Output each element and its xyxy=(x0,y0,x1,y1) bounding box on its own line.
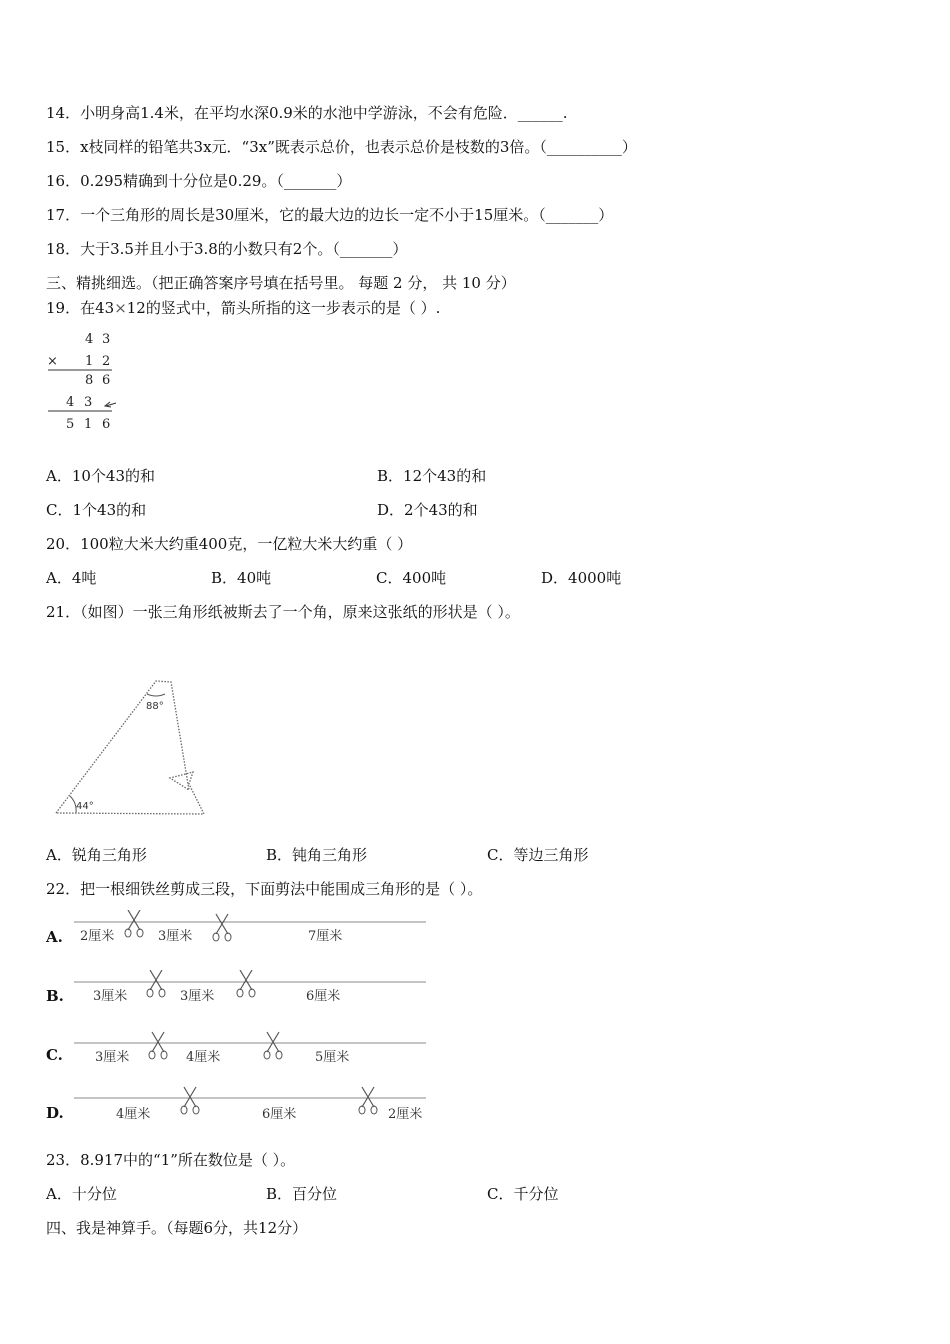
calc-row3-d1: 8 xyxy=(85,373,94,388)
q22-c-seg2: 4厘米 xyxy=(186,1050,221,1065)
scissors-icon xyxy=(125,910,143,937)
question-20: 20．100粒大米大约重400克，一亿粒大米大约重（ ） xyxy=(46,535,413,553)
q19-times: × xyxy=(114,299,127,317)
question-23: 23．8.917中的“1”所在数位是（ ）。 xyxy=(46,1151,296,1169)
question-22: 22．把一根细铁丝剪成三段，下面剪法中能围成三角形的是（ ）。 xyxy=(46,880,483,898)
q22-wire-c xyxy=(70,1030,430,1068)
angle-top-label: 88° xyxy=(146,701,164,712)
question-19 xyxy=(46,298,440,318)
angle-left-label: 44° xyxy=(76,801,94,812)
scissors-icon xyxy=(149,1032,167,1059)
question-21: 21．（如图）一张三角形纸被斯去了一个角，原来这张纸的形状是（ ）。 xyxy=(46,603,520,621)
q22-wire-b xyxy=(70,970,430,1008)
torn-triangle-outline xyxy=(56,681,204,814)
question-15: 15．x枝同样的铅笔共3x元．“3x”既表示总价，也表示总价是枝数的3倍。（__________） xyxy=(46,138,637,156)
q19-option-a: A．10个43的和 xyxy=(46,467,156,485)
question-18: 18．大于3.5并且小于3.8的小数只有2个。（_______） xyxy=(46,240,408,258)
question-17: 17．一个三角形的周长是30厘米，它的最大边的边长一定不小于15厘米。（_______） xyxy=(46,206,614,224)
q21-option-b: B．钝角三角形 xyxy=(266,846,368,864)
calc-times-sign: × xyxy=(47,354,58,369)
q20-option-d: D．4000吨 xyxy=(541,569,622,587)
q22-d-seg1: 4厘米 xyxy=(116,1107,151,1122)
q22-c-seg1: 3厘米 xyxy=(95,1050,130,1065)
q19-prefix: 19．在43 xyxy=(46,299,115,317)
calc-row5-d2: 1 xyxy=(84,417,93,432)
section-3-heading: 三、精挑细选。（把正确答案序号填在括号里。 每题 2 分， 共 10 分） xyxy=(46,274,516,292)
calc-row1-d2: 3 xyxy=(102,332,111,347)
q22-b-seg3: 6厘米 xyxy=(306,989,341,1004)
q23-option-c: C．千分位 xyxy=(487,1185,559,1203)
calc-row2-d2: 2 xyxy=(102,354,111,369)
q19-option-b: B．12个43的和 xyxy=(377,467,487,485)
scissors-icon xyxy=(213,914,231,941)
calc-row3-d2: 6 xyxy=(102,373,111,388)
q20-option-b: B．40吨 xyxy=(211,569,272,587)
q23-option-a: A．十分位 xyxy=(46,1185,117,1203)
q21-option-c: C．等边三角形 xyxy=(487,846,589,864)
q20-option-c: C．400吨 xyxy=(376,569,447,587)
q22-wire-a xyxy=(70,910,430,948)
q19-option-d: D．2个43的和 xyxy=(377,501,478,519)
calc-row4-d2: 3 xyxy=(84,395,93,410)
question-16: 16．0.295精确到十分位是0.29。（_______） xyxy=(46,172,352,190)
q19-option-c: C．1个43的和 xyxy=(46,501,147,519)
calc-row5-d3: 6 xyxy=(102,417,111,432)
vertical-multiplication xyxy=(44,328,134,436)
scissors-icon xyxy=(147,970,165,997)
torn-triangle-figure xyxy=(46,672,216,822)
q22-a-seg3: 7厘米 xyxy=(308,929,343,944)
q22-label-d: D. xyxy=(46,1104,64,1122)
scissors-icon xyxy=(181,1087,199,1114)
calc-row5-d1: 5 xyxy=(66,417,75,432)
q22-a-seg2: 3厘米 xyxy=(158,929,193,944)
calc-row2-d1: 1 xyxy=(85,354,94,369)
calc-row4-d1: 4 xyxy=(66,395,75,410)
q22-b-seg1: 3厘米 xyxy=(93,989,128,1004)
scissors-icon xyxy=(237,970,255,997)
q19-suffix: 12的竖式中，箭头所指的这一步表示的是（ ）. xyxy=(126,299,441,317)
scissors-icon xyxy=(359,1087,377,1114)
q21-option-a: A．锐角三角形 xyxy=(46,846,147,864)
q22-c-seg3: 5厘米 xyxy=(315,1050,350,1065)
q22-label-a: A. xyxy=(46,928,63,946)
q22-b-seg2: 3厘米 xyxy=(180,989,215,1004)
q22-label-b: B. xyxy=(46,987,64,1005)
q22-wire-d xyxy=(70,1086,430,1126)
section-4-heading: 四、我是神算手。（每题6分，共12分） xyxy=(46,1219,308,1237)
q22-d-seg2: 6厘米 xyxy=(262,1107,297,1122)
q22-d-seg3: 2厘米 xyxy=(388,1107,423,1122)
q22-label-c: C. xyxy=(46,1046,63,1064)
angle-arc-top xyxy=(147,694,165,696)
q20-option-a: A．4吨 xyxy=(46,569,97,587)
q22-a-seg1: 2厘米 xyxy=(80,929,115,944)
scissors-icon xyxy=(264,1032,282,1059)
q23-option-b: B．百分位 xyxy=(266,1185,338,1203)
calc-row1-d1: 4 xyxy=(85,332,94,347)
question-14: 14．小明身高1.4米，在平均水深0.9米的水池中学游泳，不会有危险．______. xyxy=(46,104,568,122)
